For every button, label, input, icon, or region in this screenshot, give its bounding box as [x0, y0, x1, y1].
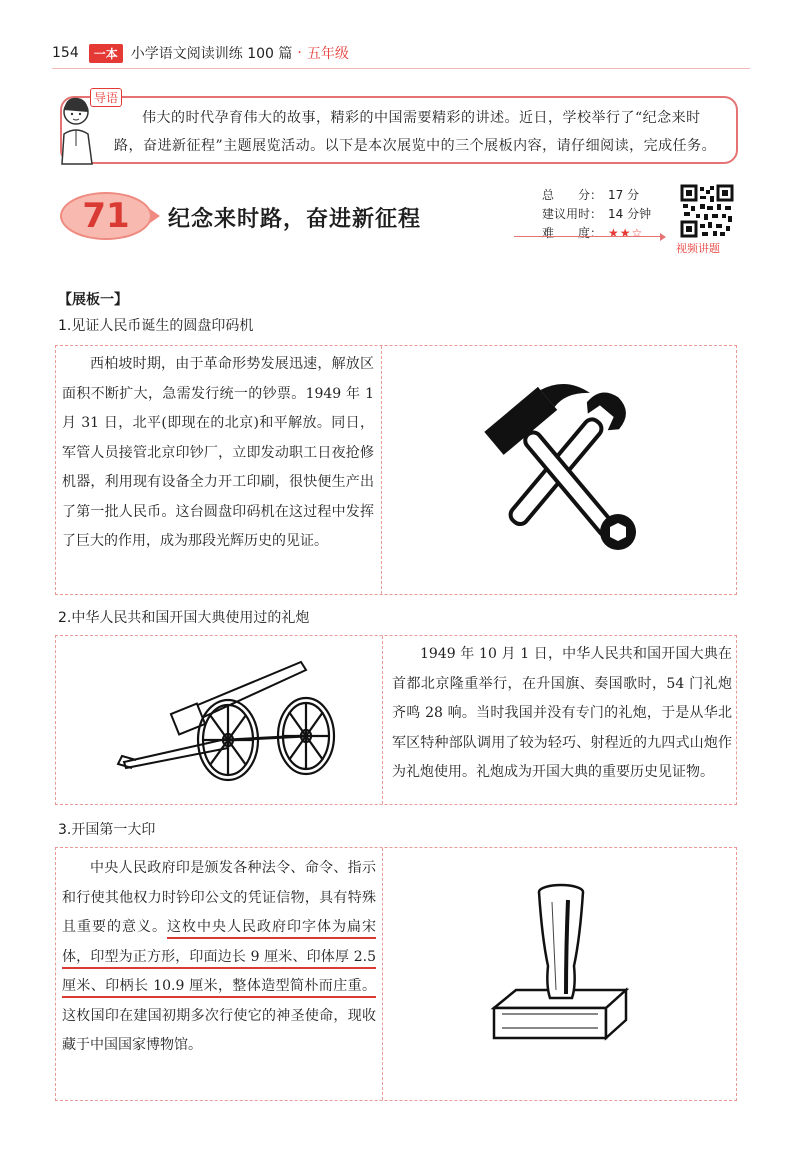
seal-icon [486, 878, 636, 1078]
title-arrow [150, 209, 160, 223]
item-1-title: 1.见证人民币诞生的圆盘印码机 [58, 318, 254, 334]
section-label: 【展板一】 [58, 292, 128, 308]
lesson-title: 纪念来时路，奋进新征程 [168, 207, 422, 232]
item-3-panel [55, 847, 737, 1101]
item-3-title: 3.开国第一大印 [58, 822, 156, 838]
item-1-text: 西柏坡时期，由于革命形势发展迅速，解放区面积不断扩大，急需发行统一的钞票。1949 年 1 月 31 日，北平(即现在的北京)和平解放。同日，军管人员接管北京印钞厂，立即发动职工日夜抢修机器，利用现有设备全力开工印刷，很快便生产出了第一批人民币。这台圆盘印码机在这过程中发挥了巨大的作用，成为那段光辉历史的见证。 [62, 356, 374, 549]
series-title: 小学语文阅读训练 100 篇 [130, 46, 293, 62]
grade-label: 五年级 [306, 46, 349, 62]
item-3-text-highlight: 这枚中央人民政府印字体为扁宋体，印型为正方形，印面边长 9 厘米、印体厚 2.5 厘米、印柄长 10.9 厘米，整体造型简朴而庄重。 [62, 919, 376, 994]
page-number: 154 [52, 45, 79, 61]
item-3-text-before: 中央人民政府印是颁发各种法令、命令、指示和行使其他权力时钤印公文的凭证信物，具有特殊且重要的意义。 [62, 860, 376, 935]
lesson-meta [542, 186, 651, 243]
intro-text: 伟大的时代孕育伟大的故事，精彩的中国需要精彩的讲述。近日，学校举行了“纪念来时路，奋进新征程”主题展览活动。以下是本次展览中的三个展板内容，请仔细阅读，完成任务。 [114, 110, 717, 154]
item-2-title: 2.中华人民共和国开国大典使用过的礼炮 [58, 610, 310, 626]
difficulty-stars: ★★☆ [608, 226, 644, 240]
video-label[interactable]: 视频讲题 [676, 242, 720, 255]
score-label: 总 分： [542, 188, 603, 202]
item-3-text-after: 这枚国印在建国初期多次行使它的神圣使命，现收藏于中国国家博物馆。 [62, 1007, 376, 1053]
page-header [52, 42, 349, 64]
lesson-number: 71 [82, 196, 130, 236]
brand-badge: 一本 [89, 44, 123, 63]
meta-underline-arrow [514, 236, 664, 237]
item-1-panel [55, 345, 737, 595]
difficulty-label: 难 度： [542, 226, 603, 240]
wrench-hammer-icon [476, 382, 646, 562]
time-label: 建议用时： [542, 207, 603, 221]
time-value: 14 分钟 [608, 207, 652, 221]
item-2-panel [55, 635, 737, 805]
cannon-icon [116, 644, 356, 794]
intro-tag: 导语 [90, 88, 122, 107]
header-separator: · [297, 45, 302, 61]
item-2-text: 1949 年 10 月 1 日，中华人民共和国开国大典在首都北京隆重举行，在升国旗、奏国歌时，54 门礼炮齐鸣 28 响。当时我国并没有专门的礼炮，于是从华北军区特种部队调用了较为轻巧、射程近的九四式山炮作为礼炮使用。礼炮成为开国大典的重要历史见证物。 [392, 646, 732, 780]
score-value: 17 分 [608, 188, 640, 202]
header-divider [52, 68, 750, 69]
item-3-text [62, 854, 376, 1061]
intro-box [60, 91, 738, 164]
qr-code-icon[interactable] [680, 184, 734, 238]
lesson-number-badge [60, 192, 152, 240]
